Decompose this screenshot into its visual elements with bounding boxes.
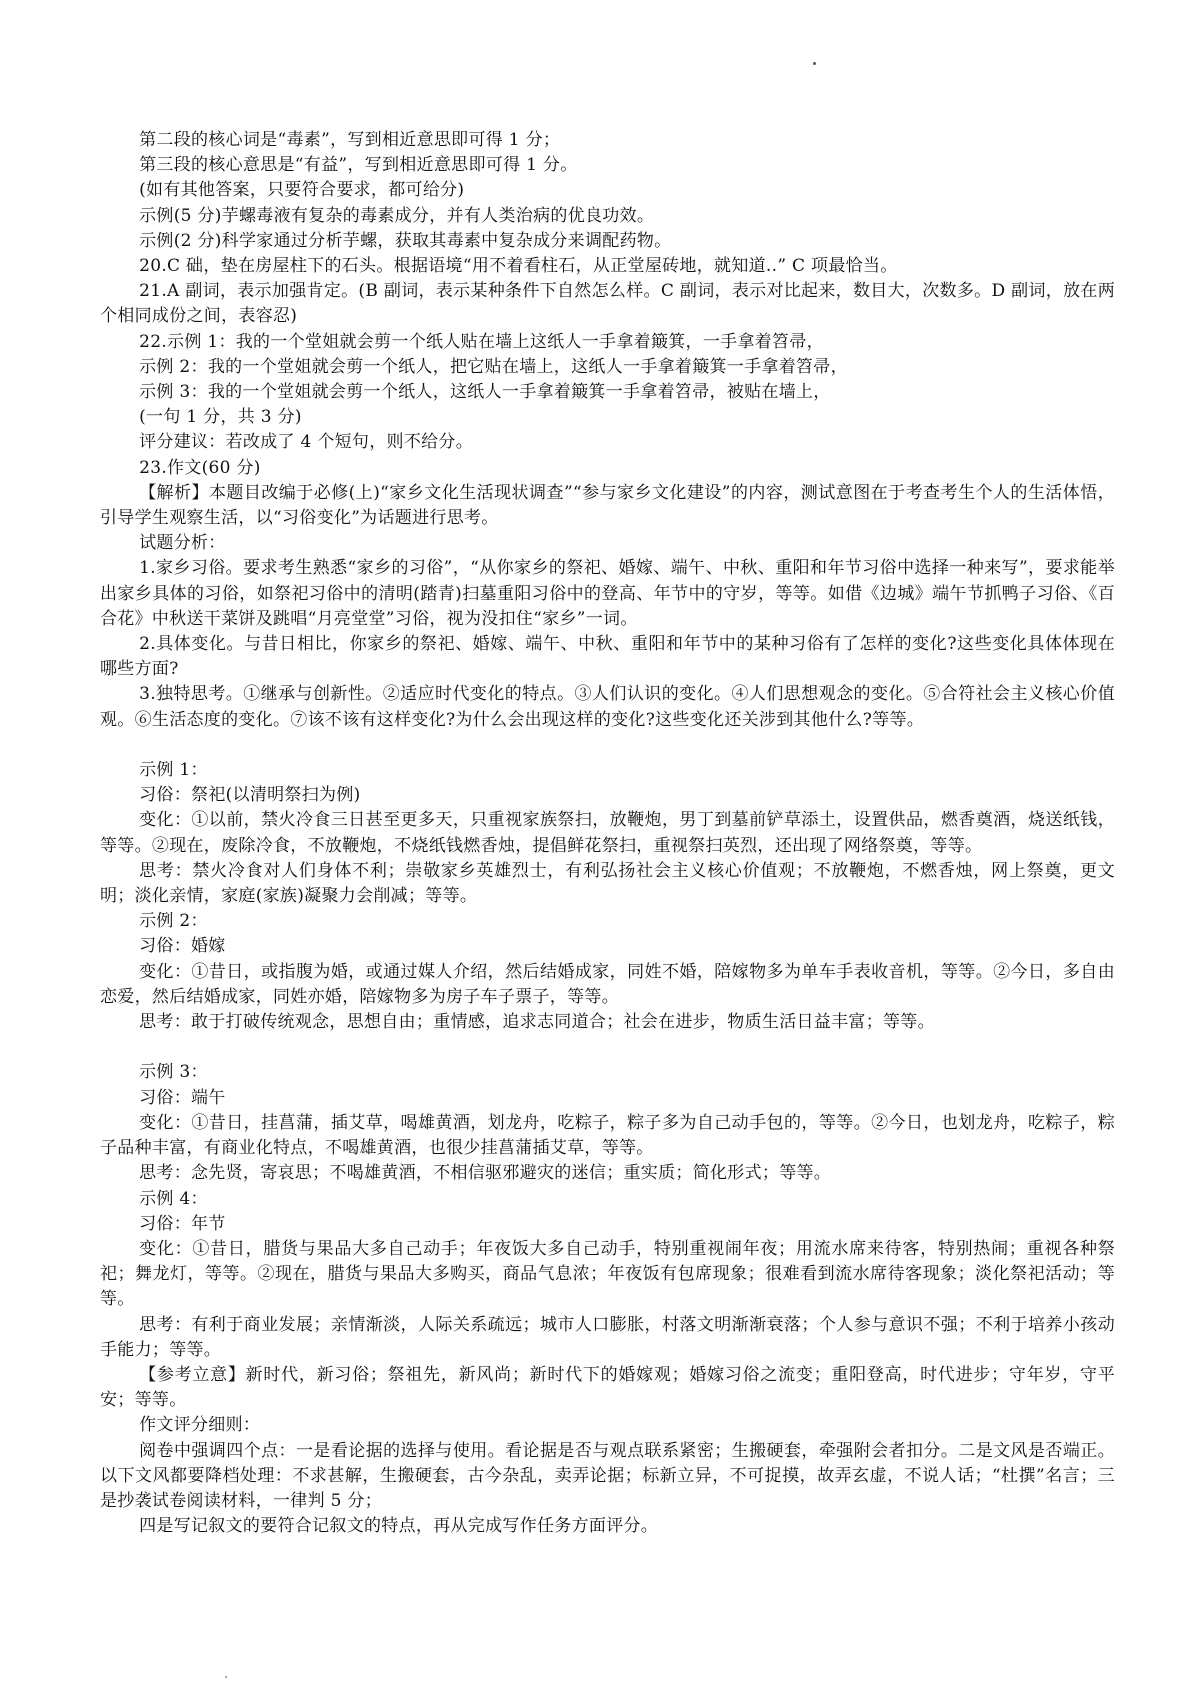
analysis-paragraph: 【解析】本题目改编于必修(上)“家乡文化生活现状调查”“参与家乡文化建设”的内容，测试意图在于考查考生个人的生活体悟，引导学生观察生活，以“习俗变化”为话题进行思考。 (100, 482, 1115, 529)
analysis-point-1: 1.家乡习俗。要求考生熟悉“家乡的习俗”，“从你家乡的祭祀、婚嫁、端午、中秋、重阳和年节习俗中选择一种来写”，要求能举出家乡具体的习俗，如祭祀习俗中的清明(踏青)扫墓重阳习俗中的登高、年节中的守岁，等等。如借《边城》端午节抓鸭子习俗、《百合花》中秋送干菜饼及跳唱“月亮堂堂”习俗，视为没扣住“家乡”一词。 (100, 558, 1115, 629)
scoring-rules-2: 四是写记叙文的要符合记叙文的特点，再从完成写作任务方面评分。 (139, 1516, 659, 1537)
answer-23-heading: 23.作文(60 分) (139, 457, 261, 478)
scan-dot-top (813, 62, 816, 65)
line-4: 示例(5 分)芋螺毒液有复杂的毒素成分，并有人类治病的优良功效。 (139, 205, 655, 226)
example-2-heading: 示例 2： (139, 911, 208, 932)
answer-22-example-3: 示例 3：我的一个堂姐就会剪一个纸人，这纸人一手拿着簸箕一手拿着笤帚，被贴在墙上， (139, 382, 831, 403)
analysis-point-2: 2.具体变化。与昔日相比，你家乡的祭祀、婚嫁、端午、中秋、重阳和年节中的某种习俗有了怎样的变化?这些变化具体体现在哪些方面? (100, 634, 1115, 680)
example-2-thought: 思考：敢于打破传统观念，思想自由；重情感，追求志同道合；社会在进步，物质生活日益丰富；等等。 (139, 1012, 935, 1033)
line-3: (如有其他答案，只要符合要求，都可给分) (139, 180, 465, 201)
scoring-rules-1: 阅卷中强调四个点：一是看论据的选择与使用。看论据是否与观点联系紧密；生搬硬套，牵强附会者扣分。二是文风是否端正。以下文风都要降档处理：不求甚解，生搬硬套，古今杂乱，卖弄论据；标新立异，不可捉摸，故弄玄虚，不说人话；“杜撰”名言；三是抄袭试卷阅读材料，一律判 5 分； (100, 1440, 1115, 1511)
example-3-custom: 习俗：端午 (139, 1087, 226, 1108)
example-1-thought: 思考：禁火冷食对人们身体不利；崇敬家乡英雄烈士，有利弘扬社会主义核心价值观；不放鞭炮，不燃香烛，网上祭奠，更文明；淡化亲情，家庭(家族)凝聚力会削减；等等。 (100, 860, 1115, 907)
answer-20: 20.C 础，垫在房屋柱下的石头。根据语境“用不着看柱石，从正堂屋砖地，就知道..” C 项最恰当。 (139, 256, 898, 277)
line-1: 第二段的核心词是“毒素”，写到相近意思即可得 1 分； (139, 130, 561, 150)
answer-22-note: 评分建议：若改成了 4 个短句，则不给分。 (139, 432, 474, 453)
reference-theme: 【参考立意】新时代，新习俗；祭祖先，新风尚；新时代下的婚嫁观；婚嫁习俗之流变；重阳登高，时代进步；守年岁，守平安；等等。 (100, 1364, 1115, 1411)
line-5: 示例(2 分)科学家通过分析芋螺，获取其毒素中复杂成分来调配药物。 (139, 230, 672, 251)
example-1-custom: 习俗：祭祀(以清明祭扫为例) (139, 785, 361, 806)
answer-22-example-1: 22.示例 1：我的一个堂姐就会剪一个纸人贴在墙上这纸人一手拿着簸箕，一手拿着笤帚， (139, 331, 824, 352)
line-2: 第三段的核心意思是“有益”，写到相近意思即可得 1 分。 (139, 155, 578, 176)
example-2-custom: 习俗：婚嫁 (139, 936, 226, 957)
scoring-rules-heading: 作文评分细则： (139, 1415, 261, 1436)
example-2-change: 变化：①昔日，或指腹为婚，或通过媒人介绍，然后结婚成家，同姓不婚，陪嫁物多为单车手表收音机，等等。②今日，多自由恋爱，然后结婚成家，同姓亦婚，陪嫁物多为房子车子票子，等等。 (100, 961, 1115, 1007)
answer-key-page (100, 128, 1115, 1539)
answer-22-example-2: 示例 2：我的一个堂姐就会剪一个纸人，把它贴在墙上，这纸人一手拿着簸箕一手拿着笤帚， (139, 356, 848, 377)
analysis-heading: 试题分析： (139, 533, 226, 554)
example-4-thought: 思考：有利于商业发展；亲情渐淡，人际关系疏远；城市人口膨胀，村落文明渐渐衰落；个人参与意识不强；不利于培养小孩动手能力；等等。 (100, 1314, 1115, 1360)
example-1-change: 变化：①以前，禁火冷食三日甚至更多天，只重视家族祭扫，放鞭炮，男丁到墓前铲草添土，设置供品，燃香奠酒，烧送纸钱，等等。②现在，废除冷食，不放鞭炮，不烧纸钱燃香烛，提倡鲜花祭扫，重视祭扫英烈，还出现了网络祭奠，等等。 (100, 810, 1115, 856)
example-1-heading: 示例 1： (139, 760, 208, 781)
analysis-point-3: 3.独特思考。①继承与创新性。②适应时代变化的特点。③人们认识的变化。④人们思想观念的变化。⑤合符社会主义核心价值观。⑥生活态度的变化。⑦该不该有这样变化?为什么会出现这样的变化?这些变化还关涉到其他什么?等等。 (100, 684, 1115, 730)
example-4-heading: 示例 4： (139, 1188, 208, 1209)
blank-line (100, 733, 1115, 758)
blank-line (100, 1035, 1115, 1060)
example-3-thought: 思考：念先贤，寄哀思；不喝雄黄酒，不相信驱邪避灾的迷信；重实质；简化形式；等等。 (139, 1163, 832, 1184)
example-3-heading: 示例 3： (139, 1062, 208, 1083)
example-3-change: 变化：①昔日，挂菖蒲，插艾草，喝雄黄酒，划龙舟，吃粽子，粽子多为自己动手包的，等等。②今日，也划龙舟，吃粽子，粽子品种丰富，有商业化特点，不喝雄黄酒，也很少挂菖蒲插艾草，等等。 (100, 1112, 1115, 1159)
answer-21: 21.A 副词，表示加强肯定。(B 副词，表示某种条件下自然怎么样。C 副词，表示对比起来，数目大，次数多。D 副词，放在两个相同成份之间，表容忍) (100, 281, 1115, 327)
scan-dot-bottom (225, 1676, 227, 1678)
example-4-change: 变化：①昔日，腊货与果品大多自己动手；年夜饭大多自己动手，特别重视闹年夜；用流水席来待客，特别热闹；重视各种祭祀；舞龙灯，等等。②现在，腊货与果品大多购买，商品气息浓；年夜饭有包席现象；很难看到流水席待客现象；淡化祭祀活动；等等。 (100, 1238, 1115, 1310)
example-4-custom: 习俗：年节 (139, 1213, 226, 1234)
answer-22-score: (一句 1 分，共 3 分) (139, 407, 302, 428)
